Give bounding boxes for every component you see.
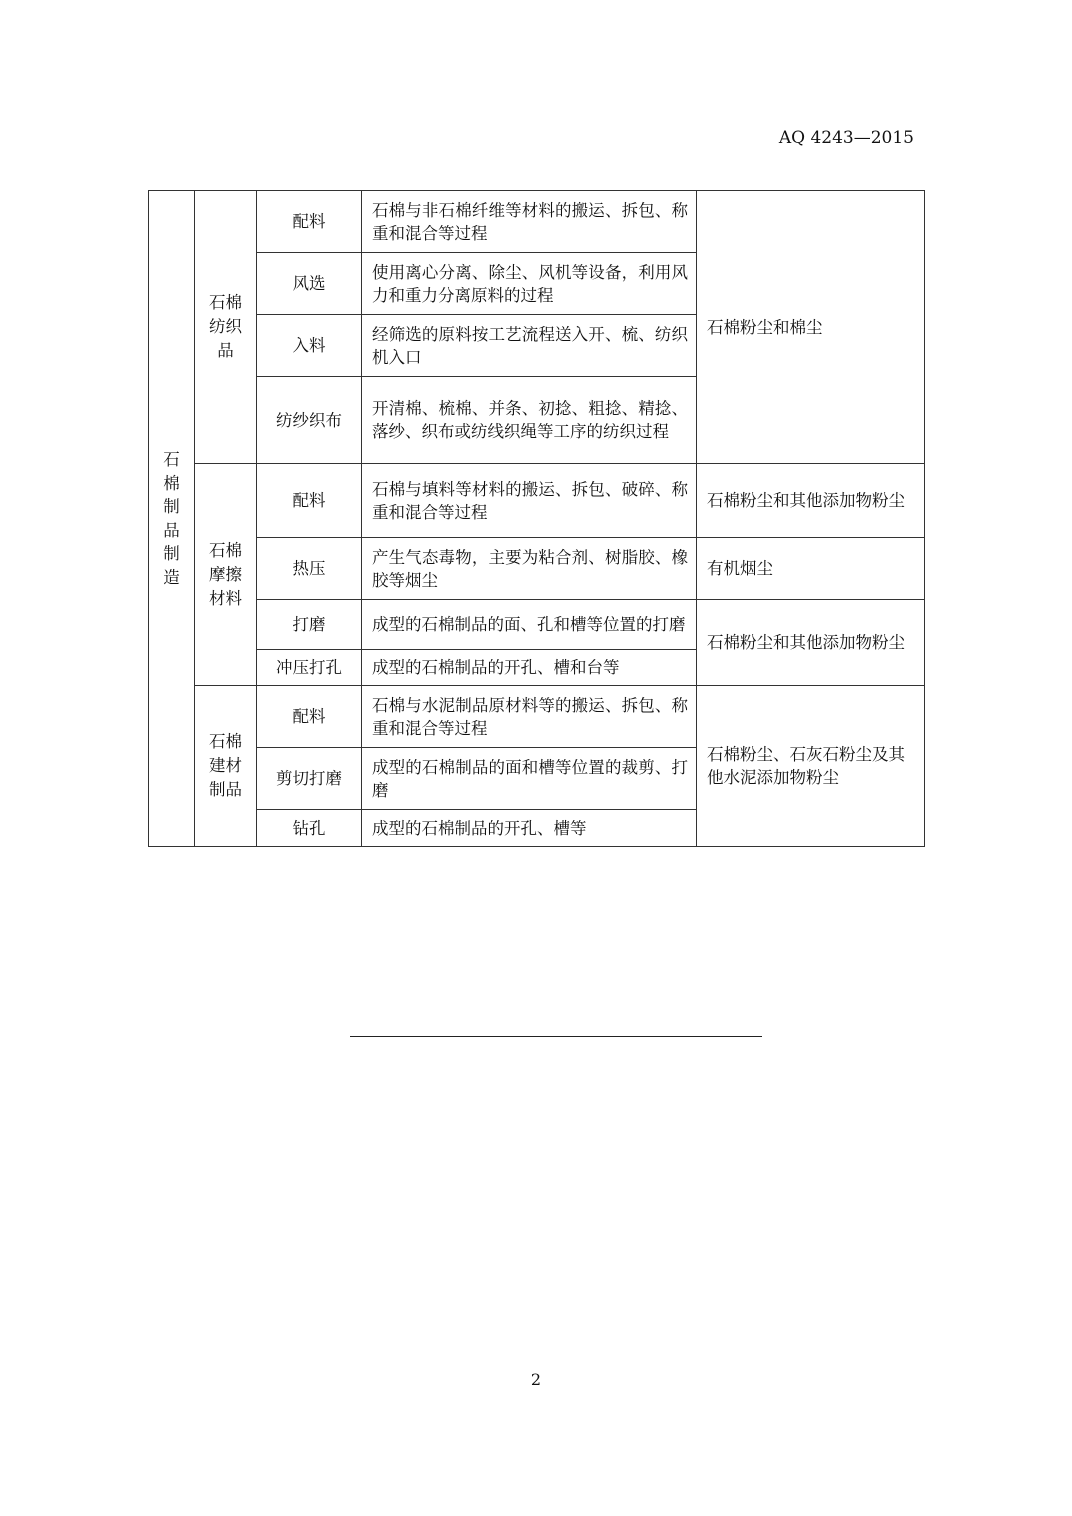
- description-cell: 石棉与非石棉纤维等材料的搬运、拆包、称重和混合等过程: [362, 191, 697, 253]
- process-cell: 风选: [257, 253, 362, 315]
- standard-code: AQ 4243—2015: [778, 128, 914, 148]
- description-cell: 成型的石棉制品的开孔、槽等: [362, 810, 697, 847]
- process-cell: 配料: [257, 464, 362, 538]
- process-cell: 热压: [257, 538, 362, 600]
- description-cell: 成型的石棉制品的面、孔和槽等位置的打磨: [362, 600, 697, 650]
- process-cell: 入料: [257, 315, 362, 377]
- hazard-cell: 石棉粉尘、石灰石粉尘及其他水泥添加物粉尘: [697, 686, 925, 847]
- description-cell: 经筛选的原料按工艺流程送入开、梳、纺织机入口: [362, 315, 697, 377]
- group-name-cell: 石棉摩擦材料: [195, 464, 257, 686]
- description-cell: 开清棉、梳棉、并条、初捻、粗捻、精捻、落纱、织布或纺线织绳等工序的纺织过程: [362, 377, 697, 464]
- process-cell: 剪切打磨: [257, 748, 362, 810]
- hazard-cell: 石棉粉尘和棉尘: [697, 191, 925, 464]
- hazard-table: [148, 190, 925, 847]
- process-cell: 纺纱织布: [257, 377, 362, 464]
- description-cell: 石棉与水泥制品原材料等的搬运、拆包、称重和混合等过程: [362, 686, 697, 748]
- hazard-cell: 石棉粉尘和其他添加物粉尘: [697, 464, 925, 538]
- main-category-cell: 石棉制品制造: [149, 191, 195, 847]
- description-cell: 石棉与填料等材料的搬运、拆包、破碎、称重和混合等过程: [362, 464, 697, 538]
- description-cell: 使用离心分离、除尘、风机等设备，利用风力和重力分离原料的过程: [362, 253, 697, 315]
- end-rule-divider: [350, 1036, 762, 1037]
- process-cell: 钻孔: [257, 810, 362, 847]
- group-name-cell: 石棉建材制品: [195, 686, 257, 847]
- description-cell: 成型的石棉制品的开孔、槽和台等: [362, 650, 697, 686]
- description-cell: 成型的石棉制品的面和槽等位置的裁剪、打磨: [362, 748, 697, 810]
- process-cell: 冲压打孔: [257, 650, 362, 686]
- group-name-cell: 石棉纺织品: [195, 191, 257, 464]
- table-row: [149, 538, 925, 600]
- table-row: [149, 686, 925, 748]
- process-cell: 配料: [257, 686, 362, 748]
- hazard-cell: 有机烟尘: [697, 538, 925, 600]
- table-row: [149, 191, 925, 253]
- description-cell: 产生气态毒物，主要为粘合剂、树脂胶、橡胶等烟尘: [362, 538, 697, 600]
- hazard-cell: 石棉粉尘和其他添加物粉尘: [697, 600, 925, 686]
- process-cell: 配料: [257, 191, 362, 253]
- table-row: [149, 464, 925, 538]
- table-row: [149, 600, 925, 650]
- process-cell: 打磨: [257, 600, 362, 650]
- page-number: 2: [530, 1370, 542, 1389]
